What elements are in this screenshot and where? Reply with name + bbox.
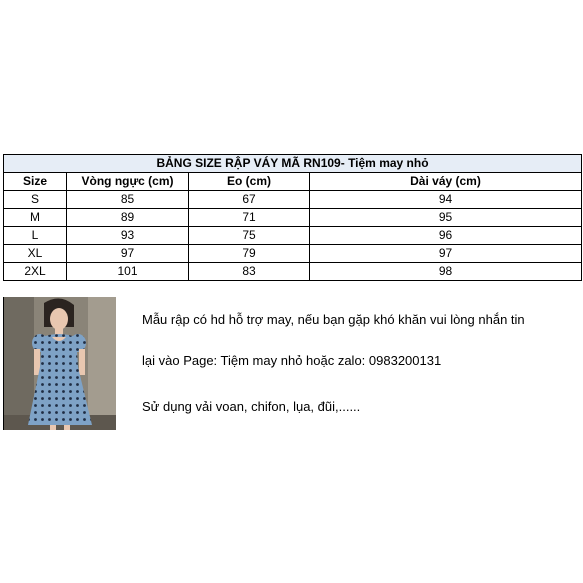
cell-chest: 85: [67, 191, 189, 209]
cell-waist: 67: [189, 191, 310, 209]
header-length: Dài váy (cm): [310, 173, 582, 191]
cell-length: 95: [310, 209, 582, 227]
table-row: [4, 245, 582, 263]
note-line: lại vào Page: Tiệm may nhỏ hoặc zalo: 0983200131: [142, 353, 442, 368]
header-chest: Vòng ngực (cm): [67, 173, 189, 191]
info-section: [3, 297, 582, 430]
cell-waist: 79: [189, 245, 310, 263]
cell-length: 97: [310, 245, 582, 263]
cell-chest: 97: [67, 245, 189, 263]
cell-waist: 75: [189, 227, 310, 245]
header-waist: Eo (cm): [189, 173, 310, 191]
cell-chest: 101: [67, 263, 189, 281]
cell-length: 98: [310, 263, 582, 281]
cell-chest: 93: [67, 227, 189, 245]
cell-waist: 83: [189, 263, 310, 281]
cell-size: M: [4, 209, 67, 227]
size-table: [3, 154, 582, 281]
table-title: BẢNG SIZE RẬP VÁY MÃ RN109- Tiệm may nhỏ: [4, 155, 582, 173]
table-row: [4, 191, 582, 209]
table-title-row: [4, 155, 582, 173]
header-size: Size: [4, 173, 67, 191]
note-line: Mẫu rập có hd hỗ trợ may, nếu bạn gặp khó khăn vui lòng nhắn tin: [142, 312, 525, 327]
dress-illustration: [4, 297, 116, 430]
table-header-row: [4, 173, 582, 191]
table-row: [4, 227, 582, 245]
cell-waist: 71: [189, 209, 310, 227]
dress-photo: [4, 297, 116, 430]
cell-chest: 89: [67, 209, 189, 227]
cell-size: XL: [4, 245, 67, 263]
table-row: [4, 263, 582, 281]
note-line: Sử dụng vải voan, chifon, lụa, đũi,......: [142, 399, 361, 414]
cell-length: 94: [310, 191, 582, 209]
cell-size: 2XL: [4, 263, 67, 281]
size-chart: [3, 154, 581, 281]
cell-size: L: [4, 227, 67, 245]
cell-length: 96: [310, 227, 582, 245]
table-row: [4, 209, 582, 227]
cell-size: S: [4, 191, 67, 209]
